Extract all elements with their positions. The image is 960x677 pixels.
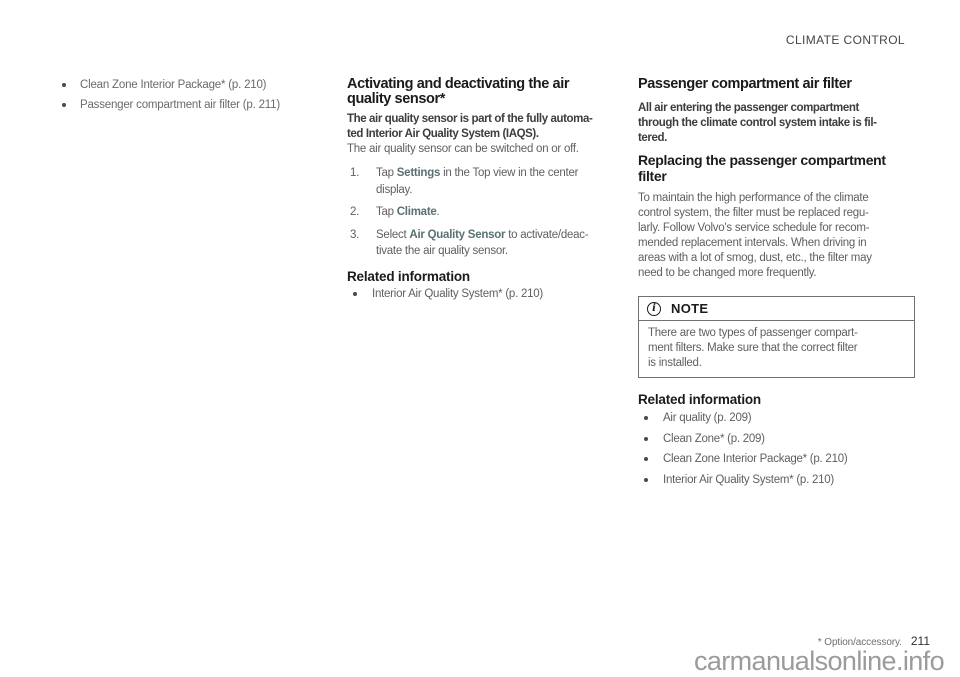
step-number: 3. xyxy=(350,228,360,241)
note-box xyxy=(638,296,915,378)
heading-line: Replacing the passenger compartment xyxy=(638,152,886,168)
text-segment: in the Top view in the center xyxy=(440,167,579,179)
note-body xyxy=(639,321,914,377)
text-line: To maintain the high performance of the climate xyxy=(638,192,869,204)
option-accessory-note: * Option/accessory. xyxy=(817,637,902,648)
bullet-icon xyxy=(62,103,66,107)
list-item xyxy=(638,470,915,491)
bullet-icon xyxy=(644,437,648,441)
bullet-icon xyxy=(353,292,357,296)
related-information-heading: Related information xyxy=(347,268,470,284)
middle-column xyxy=(347,77,613,303)
heading-line: filter xyxy=(638,167,667,184)
bullet-icon xyxy=(644,478,648,482)
text-line: control system, the filter must be replaced regu- xyxy=(638,207,869,219)
reference-text: Passenger compartment air filter (p. 211) xyxy=(80,99,280,111)
right-column xyxy=(638,77,915,490)
bullet-icon xyxy=(644,416,648,420)
text-segment: tivate the air quality sensor. xyxy=(376,245,508,257)
step-text xyxy=(376,227,588,260)
menu-item-ref: Air Quality Sensor xyxy=(409,228,506,241)
list-item xyxy=(60,75,342,95)
text-segment: Tap xyxy=(376,206,397,218)
text-line: ment filters. Make sure that the correct filter xyxy=(648,342,858,354)
text-segment: . xyxy=(436,206,440,218)
step-number: 2. xyxy=(350,206,360,218)
list-item xyxy=(638,408,915,429)
text-line xyxy=(376,165,578,182)
text-line xyxy=(376,182,578,199)
reference-text: Interior Air Quality System* (p. 210) xyxy=(663,473,834,486)
page-number: 211 xyxy=(910,634,930,648)
related-list xyxy=(347,286,613,303)
section-heading xyxy=(347,77,613,107)
menu-item-ref: Settings xyxy=(396,167,441,179)
heading-line: Passenger compartment air filter xyxy=(638,76,852,92)
text-line: ted Interior Air Quality System (IAQS). xyxy=(347,128,539,140)
text-line: mended replacement intervals. When driving in xyxy=(638,237,867,249)
text-line: larly. Follow Volvo's service schedule for recom- xyxy=(638,222,870,234)
body-paragraph xyxy=(638,191,915,281)
reference-text: Interior Air Quality System* (p. 210) xyxy=(372,287,543,300)
running-header-title: CLIMATE CONTROL xyxy=(785,33,905,47)
bullet-icon xyxy=(644,457,648,461)
info-circle-icon xyxy=(647,302,661,316)
lead-paragraph xyxy=(638,101,915,146)
list-item xyxy=(60,95,342,115)
text-line: is installed. xyxy=(648,357,702,369)
bullet-icon xyxy=(62,83,66,87)
step-text xyxy=(376,204,440,221)
text-line: All air entering the passenger compartment xyxy=(638,102,859,114)
text-line: tered. xyxy=(638,132,667,144)
step-item xyxy=(347,165,613,198)
step-text xyxy=(376,165,578,198)
reference-text: Clean Zone Interior Package* (p. 210) xyxy=(80,79,267,91)
text-segment: Select xyxy=(376,228,410,241)
reference-list xyxy=(60,75,342,115)
note-header xyxy=(639,297,914,321)
watermark: carmanualsonline.info xyxy=(693,646,944,676)
note-title: NOTE xyxy=(671,301,709,316)
numbered-steps xyxy=(347,165,613,260)
text-line: There are two types of passenger compart- xyxy=(648,327,858,339)
lead-paragraph xyxy=(347,112,613,142)
text-line: The air quality sensor can be switched on or off. xyxy=(347,143,579,155)
list-item xyxy=(347,286,613,303)
text-line: need to be changed more frequently. xyxy=(638,267,817,279)
text-line xyxy=(376,243,588,260)
reference-text: Clean Zone Interior Package* (p. 210) xyxy=(663,453,848,465)
step-item xyxy=(347,227,613,260)
left-column xyxy=(60,75,342,115)
list-item xyxy=(638,429,915,450)
step-number: 1. xyxy=(350,167,360,179)
reference-text: Clean Zone* (p. 209) xyxy=(663,432,765,445)
related-list xyxy=(638,408,915,490)
section-heading xyxy=(638,77,915,92)
sub-heading xyxy=(638,153,915,184)
text-line xyxy=(376,227,588,244)
reference-text: Air quality (p. 209) xyxy=(663,412,752,424)
step-item xyxy=(347,204,613,221)
body-paragraph xyxy=(347,142,613,157)
text-line xyxy=(376,204,440,221)
text-segment: display. xyxy=(376,183,413,196)
heading-line: Activating and deactivating the air xyxy=(347,76,570,92)
list-item xyxy=(638,449,915,470)
text-line: The air quality sensor is part of the fully automa- xyxy=(347,113,593,125)
text-line: areas with a lot of smog, dust, etc., the filter may xyxy=(638,252,872,264)
text-segment: Tap xyxy=(376,167,397,179)
text-segment: to activate/deac- xyxy=(505,228,589,241)
heading-line: quality sensor* xyxy=(347,91,445,107)
menu-item-ref: Climate xyxy=(396,206,437,218)
text-line: through the climate control system intake is fil- xyxy=(638,117,877,129)
related-information-heading: Related information xyxy=(638,392,761,407)
